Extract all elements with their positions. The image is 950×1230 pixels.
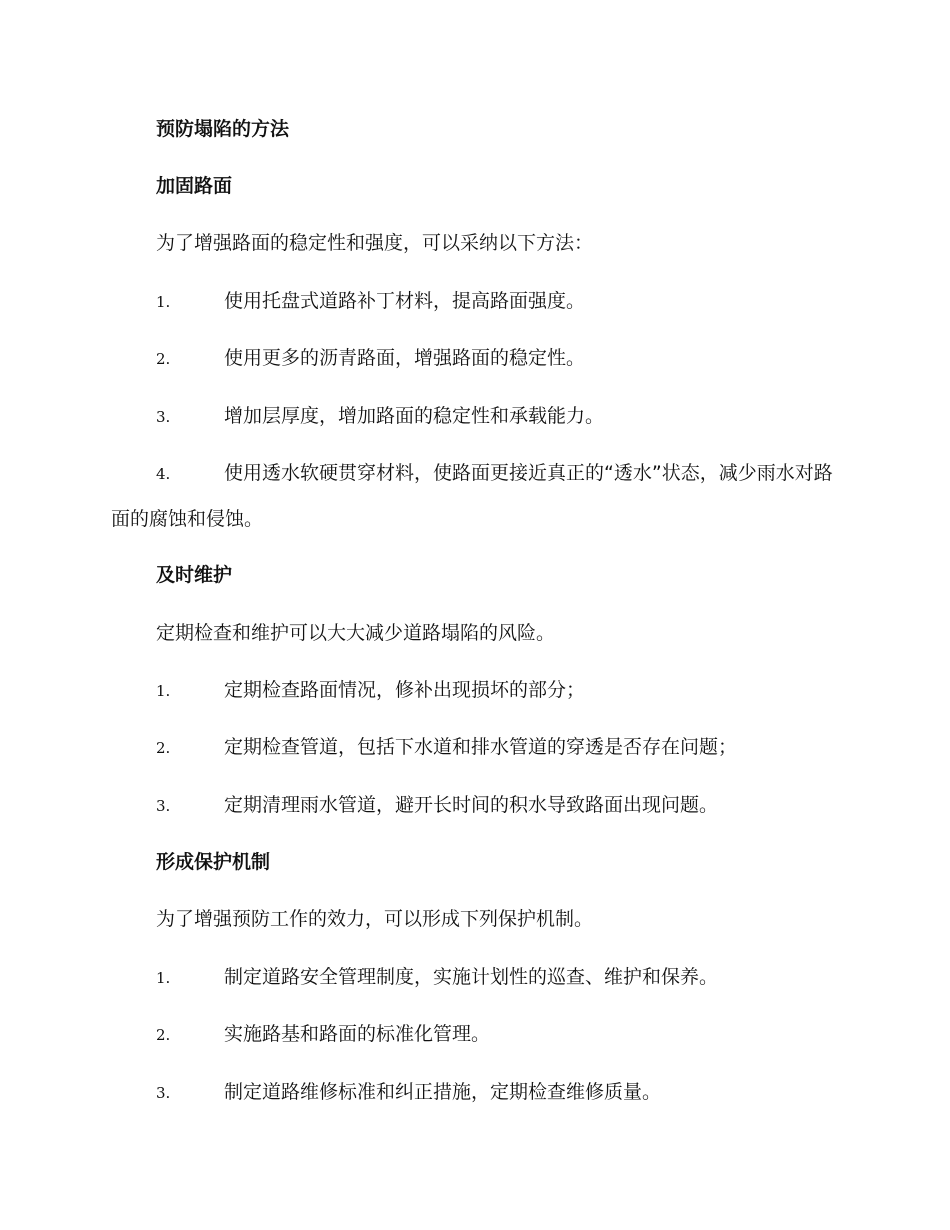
list-item-number: 2. [156,1026,171,1044]
list-item-number: 1. [156,682,171,700]
list-item-text: 制定道路安全管理制度，实施计划性的巡查、维护和保养。 [224,966,719,988]
list-item-number: 3. [156,1084,171,1102]
list-item [156,792,836,818]
list-item-number: 2. [156,739,171,757]
list-item [156,1021,836,1047]
list-item-text: 增加层厚度，增加路面的稳定性和承载能力。 [224,405,605,427]
list-item [156,403,836,429]
section-intro-maintenance: 定期检查和维护可以大大减少道路塌陷的风险。 [156,622,556,644]
list-item [156,345,836,371]
list-item-text: 定期检查管道，包括下水道和排水管道的穿透是否存在问题； [224,736,738,758]
list-item-number: 3. [156,408,171,426]
list-item [111,450,841,542]
list-item [156,964,836,990]
list-item-text: 使用透水软硬贯穿材料，使路面更接近真正的“透水”状态，减少雨水对路面的腐蚀和侵蚀。 [111,462,833,530]
list-item-text: 实施路基和路面的标准化管理。 [224,1023,491,1045]
section-heading-protection: 形成保护机制 [156,851,271,873]
section-heading-reinforce: 加固路面 [156,175,233,197]
list-item-text: 制定道路维修标准和纠正措施，定期检查维修质量。 [224,1081,662,1103]
list-item-number: 1. [156,969,171,987]
section-intro-reinforce: 为了增强路面的稳定性和强度，可以采纳以下方法： [156,232,594,254]
section-heading-maintenance: 及时维护 [156,564,233,586]
list-item-text: 定期检查路面情况，修补出现损坏的部分； [224,679,586,701]
list-item [156,677,836,703]
list-item-text: 使用更多的沥青路面，增强路面的稳定性。 [224,347,586,369]
list-item [156,288,836,314]
list-item [156,1079,836,1105]
list-item-number: 1. [156,293,171,311]
list-item-number: 2. [156,350,171,368]
list-item-number: 3. [156,797,171,815]
section-intro-protection: 为了增强预防工作的效力，可以形成下列保护机制。 [156,908,594,930]
list-item [156,734,836,760]
list-item-text: 定期清理雨水管道，避开长时间的积水导致路面出现问题。 [224,794,719,816]
list-item-text: 使用托盘式道路补丁材料，提高路面强度。 [224,290,586,312]
document-title: 预防塌陷的方法 [156,118,290,140]
list-item-number: 4. [156,465,171,483]
